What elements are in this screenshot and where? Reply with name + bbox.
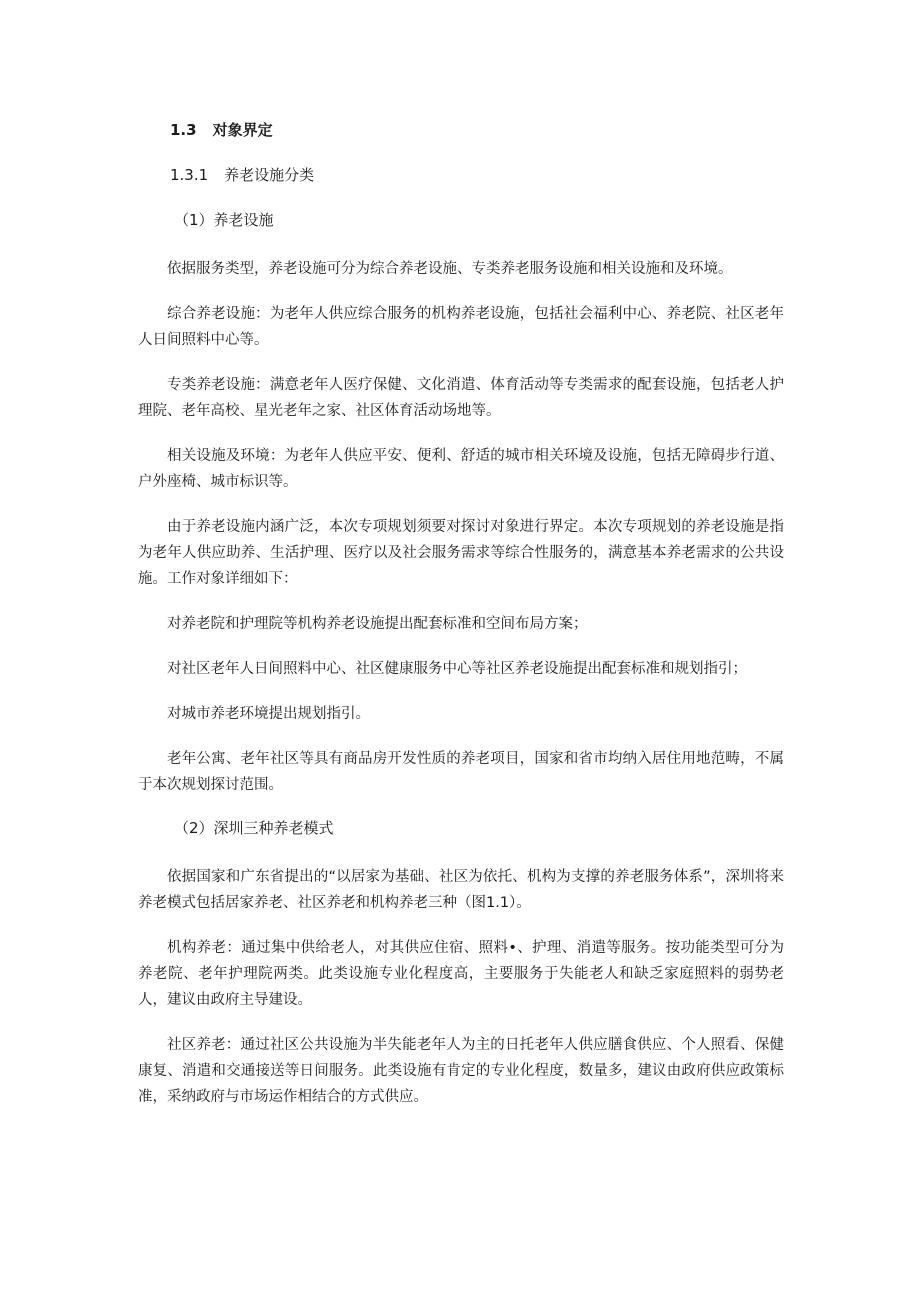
paragraph-3: 专类养老设施：满意老年人医疗保健、文化消遣、体育活动等专类需求的配套设施，包括老人护理院、老年高校、星光老年之家、社区体育活动场地等。: [138, 377, 784, 419]
paragraph-7: 依据国家和广东省提出的“以居家为基础、社区为依托、机构为支撑的养老服务体系”，深圳将来养老模式包括居家养老、社区养老和机构养老三种（图1.1）。: [138, 869, 784, 911]
list-item-1: 对养老院和护理院等机构养老设施提出配套标准和空间布局方案；: [167, 616, 588, 632]
subsection-title: 养老设施分类: [224, 166, 315, 184]
subsection-number: 1.3.1: [170, 166, 209, 184]
list-item-2: 对社区老年人日间照料中心、社区健康服务中心等社区养老设施提出配套标准和规划指引；: [167, 661, 747, 677]
paragraph-8: 机构养老：通过集中供给老人，对其供应住宿、照料•、护理、消遣等服务。按功能类型可分为养老院、老年护理院两类。此类设施专业化程度高，主要服务于失能老人和缺乏家庭照料的弱势老人，建议由政府主导建设。: [138, 940, 784, 1008]
section-heading: [170, 120, 273, 140]
paragraph-9: 社区养老：通过社区公共设施为半失能老年人为主的日托老年人供应膳食供应、个人照看、保健康复、消遣和交通接送等日间服务。此类设施有肯定的专业化程度，数量多，建议由政府供应政策标准，采纳政府与市场运作相结合的方式供应。: [138, 1037, 784, 1105]
item-heading-2: （2）深圳三种养老模式: [174, 819, 334, 837]
subsection-heading: [170, 165, 314, 185]
section-title: 对象界定: [212, 121, 273, 139]
item-heading-1: （1）养老设施: [174, 211, 274, 229]
section-number: 1.3: [170, 121, 197, 139]
paragraph-2: 综合养老设施：为老年人供应综合服务的机构养老设施，包括社会福利中心、养老院、社区老年人日间照料中心等。: [138, 306, 784, 348]
paragraph-6: 老年公寓、老年社区等具有商品房开发性质的养老项目，国家和省市均纳入居住用地范畴，不属于本次规划探讨范围。: [138, 751, 784, 793]
paragraph-1: 依据服务类型，养老设施可分为综合养老设施、专类养老服务设施和相关设施和及环境。: [167, 261, 733, 277]
paragraph-4: 相关设施及环境：为老年人供应平安、便利、舒适的城市相关环境及设施，包括无障碍步行道、户外座椅、城市标识等。: [138, 448, 784, 490]
paragraph-5: 由于养老设施内涵广泛，本次专项规划须要对探讨对象进行界定。本次专项规划的养老设施是指为老年人供应助养、生活护理、医疗以及社会服务需求等综合性服务的，满意基本养老需求的公共设施。工作对象详细如下：: [138, 519, 784, 587]
list-item-3: 对城市养老环境提出规划指引。: [167, 706, 370, 722]
